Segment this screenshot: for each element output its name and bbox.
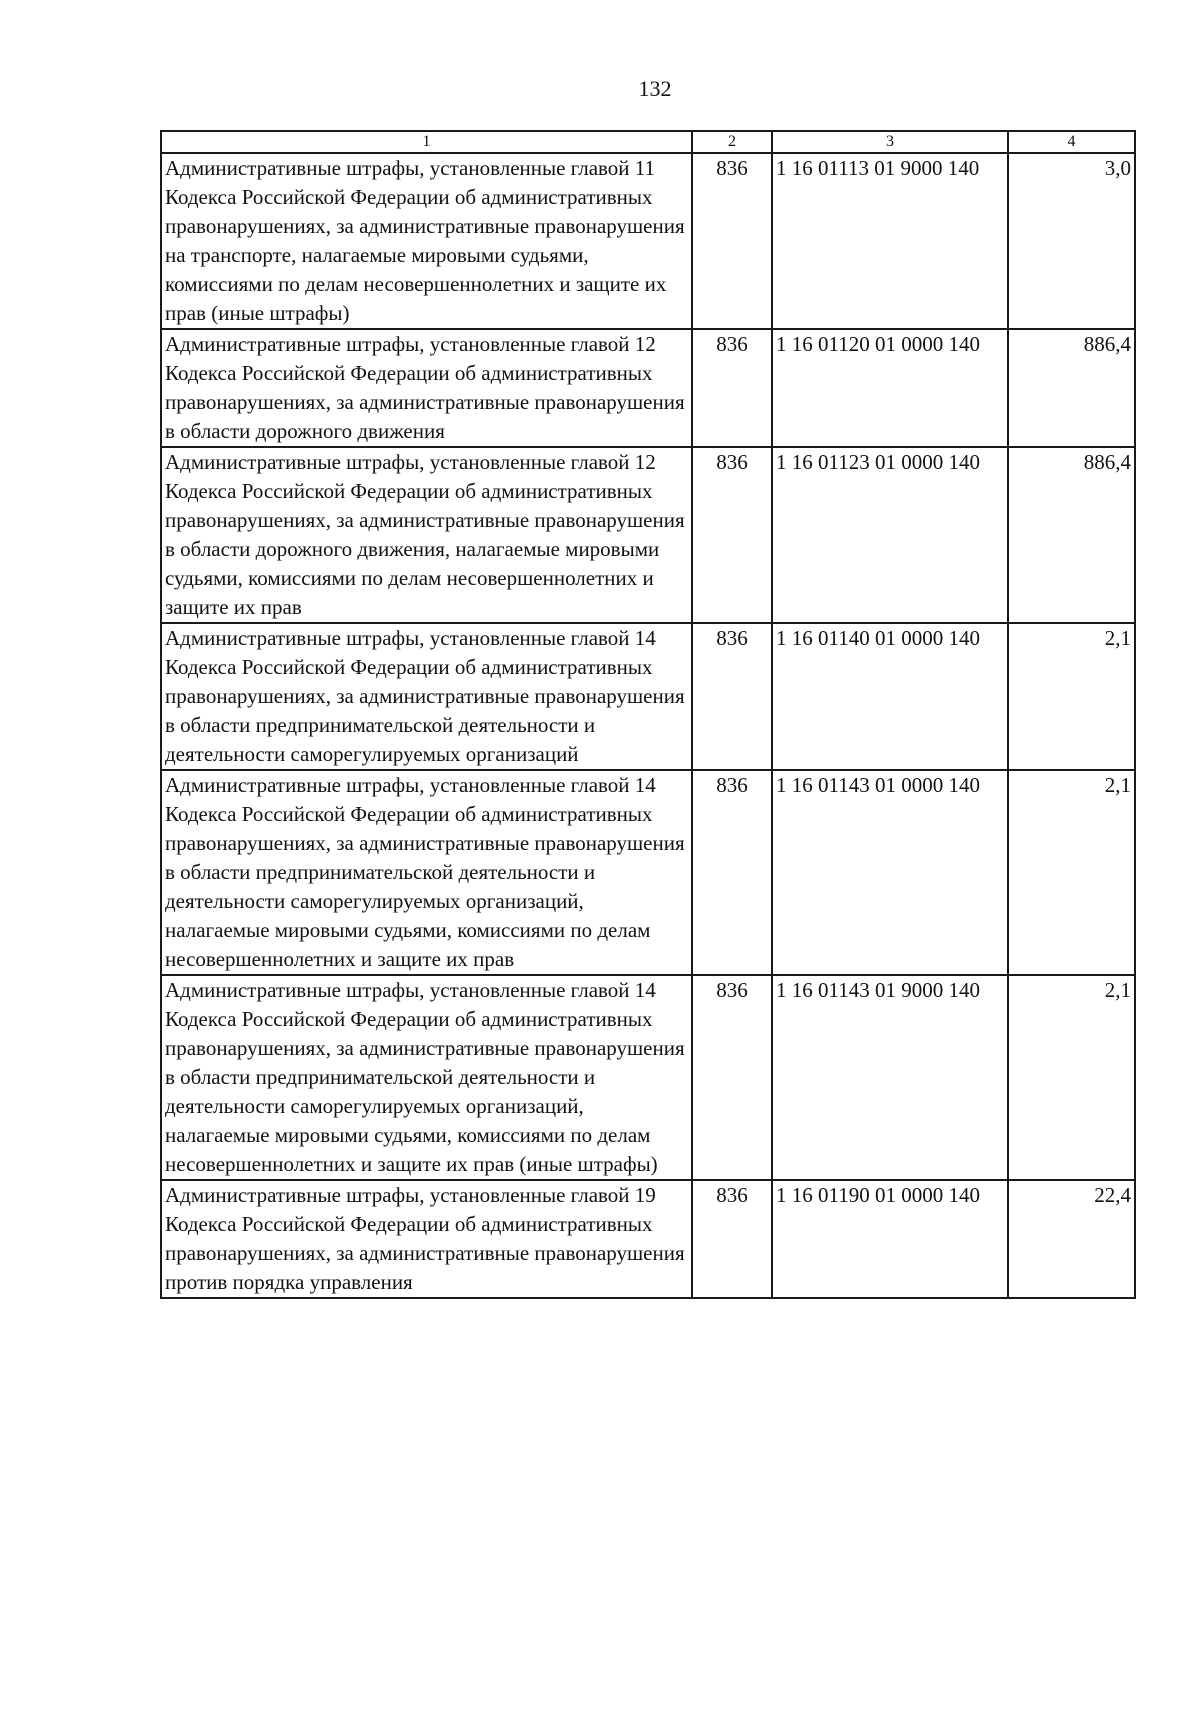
budget-classification-code-cell: 1 16 01190 01 0000 140 [772,1180,1008,1298]
table-row [161,153,1135,329]
column-header-2: 2 [692,131,772,153]
table-row [161,1180,1135,1298]
administrator-code-cell: 836 [692,329,772,447]
column-header-1: 1 [161,131,692,153]
budget-classification-code-cell: 1 16 01120 01 0000 140 [772,329,1008,447]
administrator-code-cell: 836 [692,623,772,770]
amount-cell: 886,4 [1008,329,1135,447]
column-header-3: 3 [772,131,1008,153]
income-name-cell: Административные штрафы, установленные главой 19 Кодекса Российской Федерации об административных правонарушениях, за административные правонарушения против порядка управления [161,1180,692,1298]
income-name-cell: Административные штрафы, установленные главой 14 Кодекса Российской Федерации об административных правонарушениях, за административные правонарушения в области предпринимательской деятельности и деятельности саморегулируемых организаций, налагаемые мировыми судьями, комиссиями по делам несовершеннолетних и защите их прав (иные штрафы) [161,975,692,1180]
budget-classification-code-cell: 1 16 01143 01 9000 140 [772,975,1008,1180]
table-row [161,447,1135,623]
income-name-cell: Административные штрафы, установленные главой 12 Кодекса Российской Федерации об административных правонарушениях, за административные правонарушения в области дорожного движения, налагаемые мировыми судьями, комиссиями по делам несовершеннолетних и защите их прав [161,447,692,623]
budget-classification-code-cell: 1 16 01123 01 0000 140 [772,447,1008,623]
revenue-table [160,130,1136,1299]
administrator-code-cell: 836 [692,975,772,1180]
income-name-cell: Административные штрафы, установленные главой 14 Кодекса Российской Федерации об административных правонарушениях, за административные правонарушения в области предпринимательской деятельности и деятельности саморегулируемых организаций [161,623,692,770]
amount-cell: 2,1 [1008,623,1135,770]
income-name-cell: Административные штрафы, установленные главой 11 Кодекса Российской Федерации об административных правонарушениях, за административные правонарушения на транспорте, налагаемые мировыми судьями, комиссиями по делам несовершеннолетних и защите их прав (иные штрафы) [161,153,692,329]
income-name-cell: Административные штрафы, установленные главой 14 Кодекса Российской Федерации об административных правонарушениях, за административные правонарушения в области предпринимательской деятельности и деятельности саморегулируемых организаций, налагаемые мировыми судьями, комиссиями по делам несовершеннолетних и защите их прав [161,770,692,975]
table-row [161,623,1135,770]
amount-cell: 3,0 [1008,153,1135,329]
budget-classification-code-cell: 1 16 01143 01 0000 140 [772,770,1008,975]
table-header-row [161,131,1135,153]
administrator-code-cell: 836 [692,770,772,975]
table-row [161,770,1135,975]
table-row [161,975,1135,1180]
budget-classification-code-cell: 1 16 01113 01 9000 140 [772,153,1008,329]
amount-cell: 2,1 [1008,975,1135,1180]
column-header-4: 4 [1008,131,1135,153]
administrator-code-cell: 836 [692,153,772,329]
income-name-cell: Административные штрафы, установленные главой 12 Кодекса Российской Федерации об административных правонарушениях, за административные правонарушения в области дорожного движения [161,329,692,447]
table-row [161,329,1135,447]
amount-cell: 22,4 [1008,1180,1135,1298]
amount-cell: 2,1 [1008,770,1135,975]
page-number: 132 [638,76,672,101]
budget-classification-code-cell: 1 16 01140 01 0000 140 [772,623,1008,770]
administrator-code-cell: 836 [692,447,772,623]
amount-cell: 886,4 [1008,447,1135,623]
administrator-code-cell: 836 [692,1180,772,1298]
